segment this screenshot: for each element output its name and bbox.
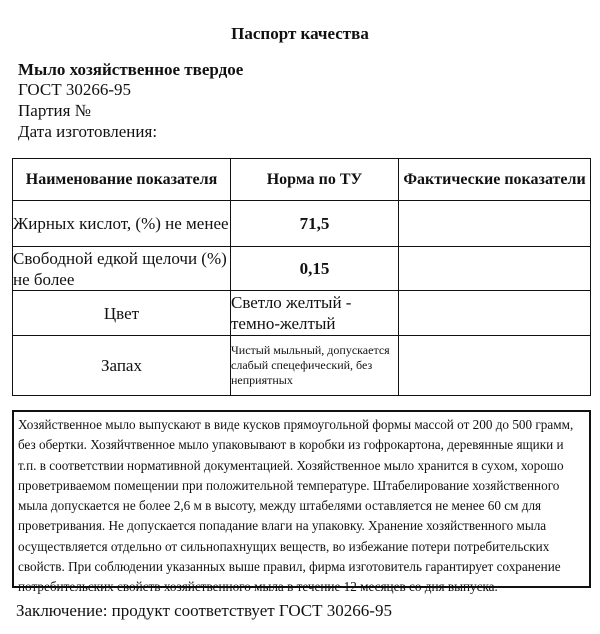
header-norm: Норма по ТУ [231,159,399,201]
storage-notes: Хозяйственное мыло выпускают в виде кусков прямоугольной формы массой от 200 до 500 грамм, без обертки. Хозяйчтвенное мыло упаковывают в коробки из гофрокартона, деревянные ящики и т.п. в соответствии нормативной документацией. Хозяйственное мыло хранится в сухом, хорошо проветриваемом помещении при положительной температуре. Штабелирование хозяйственного мыла допускается не более 2,6 м в высоту, между штабелями оставляется не менее 60 см для проветривания. Не допускается попадание влаги на упаковку. Хранение хозяйственного мыла осуществляется отдельно от сильнопахнущих веществ, во избежание потери потребительских свойств. При соблюдении указанных выше правил, фирма изготовитель гарантирует сохранение потребительских свойств хозяйственного мыла в течение 12 месяцев со дня выпуска. [12,410,591,588]
row-name: Жирных кислот, (%) не менее [13,201,231,247]
table-row [13,336,591,396]
row-actual [399,336,591,396]
row-actual [399,291,591,336]
row-actual [399,247,591,291]
table-row [13,247,591,291]
row-actual [399,201,591,247]
row-norm: Светло желтый - темно-желтый [231,291,399,336]
batch-label: Партия № [18,101,91,120]
table-row [13,291,591,336]
row-name: Цвет [13,291,231,336]
row-norm: 71,5 [231,201,399,247]
date-label: Дата изготовления: [18,122,158,141]
row-name: Свободной едкой щелочи (%) не более [13,247,231,291]
gost-standard: ГОСТ 30266-95 [18,80,132,99]
quality-table [12,158,591,396]
product-name: Мыло хозяйственное твердое [18,60,244,79]
document-title: Паспорт качества [231,24,369,43]
table-header-row [13,159,591,201]
conclusion: Заключение: продукт соответствует ГОСТ 30266-95 [16,601,392,620]
row-name: Запах [13,336,231,396]
table-row [13,201,591,247]
row-norm: 0,15 [231,247,399,291]
row-norm: Чистый мыльный, допускается слабый спецефический, без неприятных [231,336,399,396]
header-name: Наименование показателя [13,159,231,201]
header-actual: Фактические показатели [399,159,591,201]
